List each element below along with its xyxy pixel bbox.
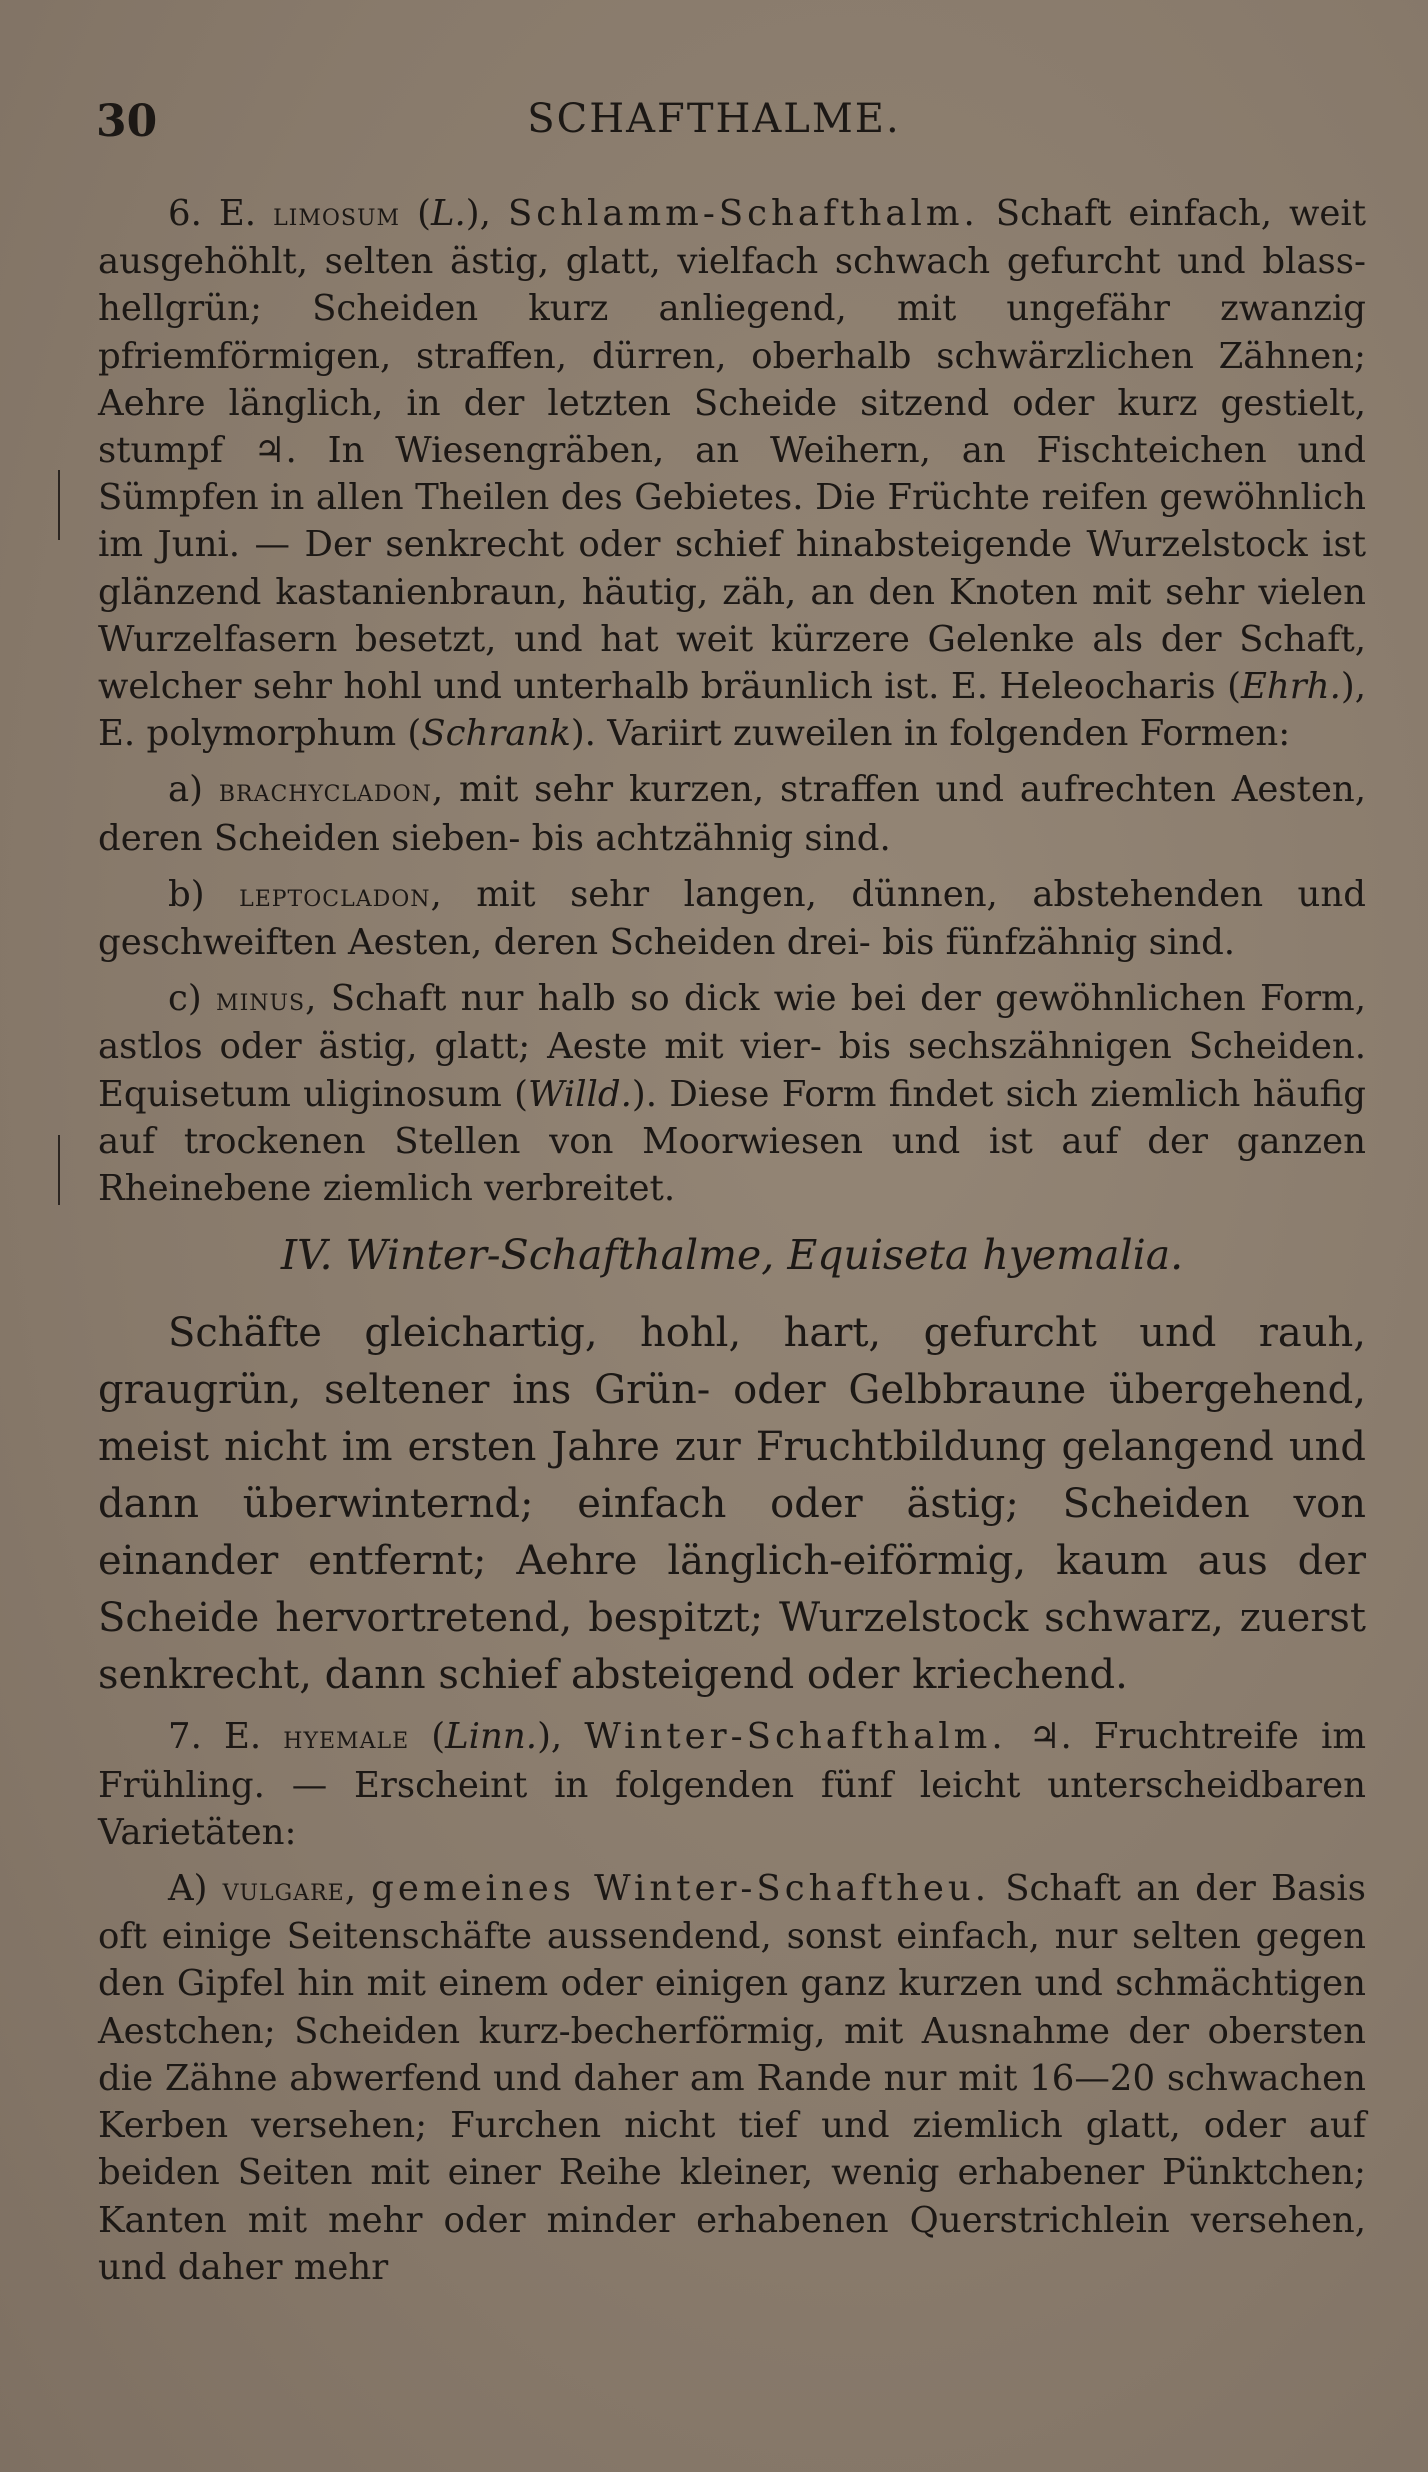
paragraph-hyemale: 7. E. hyemale (Linn.), Winter-Schafthalm. ♃. Fruchtreife im Frühling. — Erscheint in folgenden fünf leicht unterscheidbaren Varietäten: (98, 1716, 1367, 1853)
page-number: 30 (96, 96, 158, 147)
body-text (98, 190, 1366, 2291)
paragraph-minus: c) minus, Schaft nur halb so dick wie bei der gewöhnlichen Form, astlos oder ästig, glatt; Aeste mit vier- bis sechszähnigen Scheiden. Equisetum uliginosum (Willd.). Diese Form findet sich ziemlich häufig auf trockenen Stellen von Moorwiesen und ist auf der ganzen Rheinebene ziemlich verbreitet. (98, 978, 1366, 1210)
section-heading: IV. Winter-Schafthalme, Equiseta hyemalia. (280, 1231, 1184, 1280)
paragraph-brachycladon: a) brachycladon, mit sehr kurzen, straffen und aufrechten Aesten, deren Scheiden sieben- bis achtzähnig sind. (98, 769, 1366, 859)
margin-mark (58, 470, 60, 540)
paragraph-limosum: 6. E. limosum (L.), Schlamm-Schafthalm. Schaft einfach, weit ausgehöhlt, selten ästig, glatt, vielfach schwach gefurcht und blass-hellgrün; Scheiden kurz anliegend, mit ungefähr zwanzig pfriemförmigen, straffen, dürren, oberhalb schwärzlichen Zähnen; Aehre länglich, in der letzten Scheide sitzend oder kurz gestielt, stumpf ♃. In Wiesengräben, an Weihern, an Fischteichen und Sümpfen in allen Theilen des Gebietes. Die Früchte reifen gewöhnlich im Juni. — Der senkrecht oder schief hinabsteigende Wurzelstock ist glänzend kastanienbraun, häutig, zäh, an den Knoten mit sehr vielen Wurzelfasern besetzt, und hat weit kürzere Gelenke als der Schaft, welcher sehr hohl und unterhalb bräunlich ist. E. Heleocharis (Ehrh.), E. polymorphum (Schrank). Variirt zuweilen in folgenden Formen: (98, 193, 1367, 755)
running-title: SCHAFTHALME. (527, 96, 901, 142)
page-header (96, 96, 1332, 156)
margin-mark (58, 1135, 60, 1205)
paragraph-leptocladon: b) leptocladon, mit sehr langen, dünnen, abstehenden und geschweiften Aesten, deren Scheiden drei- bis fünfzähnig sind. (98, 873, 1366, 964)
paragraph-vulgare: A) vulgare, gemeines Winter-Schaftheu. Schaft an der Basis oft einige Seitenschäfte aussendend, sonst einfach, nur selten gegen den Gipfel hin mit einem oder einigen ganz kurzen und schmächtigen Aestchen; Scheiden kurz-becherförmig, mit Ausnahme der obersten die Zähne abwerfend und daher am Rande nur mit 16—20 schwachen Kerben versehen; Furchen nicht tief und ziemlich glatt, oder auf beiden Seiten mit einer Reihe kleiner, wenig erhabener Pünktchen; Kanten mit mehr oder minder erhabenen Querstrichlein versehen, und daher mehr (98, 1868, 1366, 2288)
section-description: Schäfte gleichartig, hohl, hart, gefurcht und rauh, graugrün, seltener ins Grün- oder Gelbbraune übergehend, meist nicht im ersten Jahre zur Fruchtbildung gelangend und dann überwinternd; einfach oder ästig; Scheiden von einander entfernt; Aehre länglich-eiförmig, kaum aus der Scheide hervortretend, bespitzt; Wurzelstock schwarz, zuerst senkrecht, dann schief absteigend oder kriechend. (98, 1310, 1366, 1699)
